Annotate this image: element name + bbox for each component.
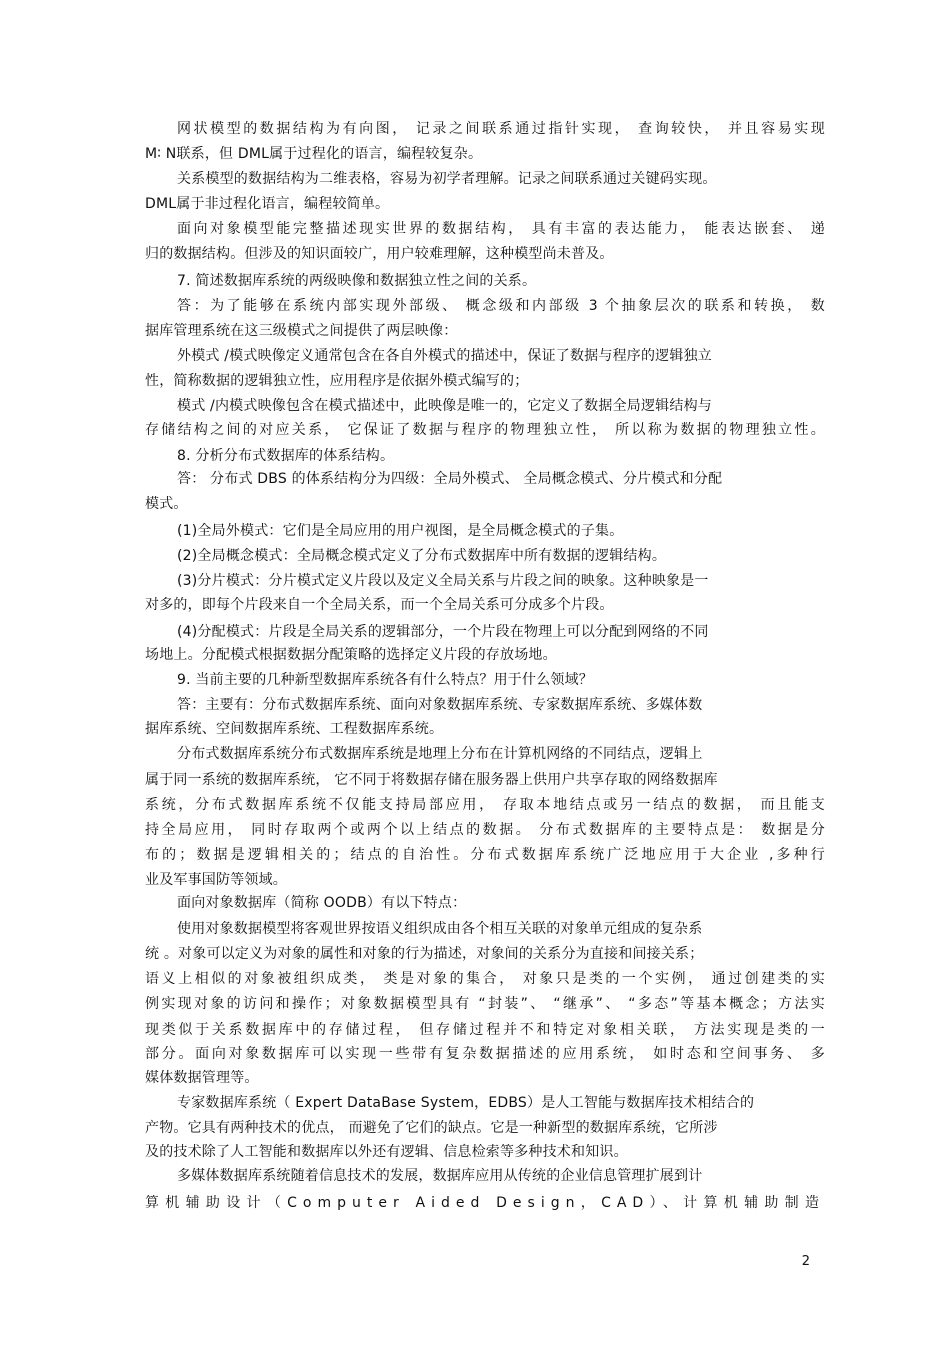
- text-line: 答：主要有：分布式数据库系统、面向对象数据库系统、专家数据库系统、多媒体数: [177, 697, 703, 713]
- text-line: 及的技术除了人工智能和数据库以外还有逻辑、信息检索等多种技术和知识。: [145, 1144, 628, 1160]
- question-heading: 7. 简述数据库系统的两级映像和数据独立性之间的关系。: [177, 273, 537, 289]
- text-line: 归的数据结构。但涉及的知识面较广，用户较难理解，这种模型尚未普及。: [145, 246, 614, 262]
- text-line: 专家数据库系统（ Expert DataBase System，EDBS）是人工智能与数据库技术相结合的: [177, 1095, 755, 1111]
- text-line: 据库管理系统在这三级模式之间提供了两层映像：: [145, 323, 458, 339]
- text-line: 例实现对象的访问和操作；对象数据模型具有 “封装”、 “继承”、 “多态”等基本概念；方法实: [145, 996, 825, 1012]
- text-line: 部分。面向对象数据库可以实现一些带有复杂数据描述的应用系统， 如时态和空间事务、 多: [145, 1046, 825, 1062]
- question-heading: 8. 分析分布式数据库的体系结构。: [177, 448, 395, 464]
- list-item: (3)分片模式：分片模式定义片段以及定义全局关系与片段之间的映象。这种映象是一: [177, 573, 709, 589]
- text-line: 模式 /内模式映像包含在模式描述中，此映像是唯一的，它定义了数据全局逻辑结构与: [177, 398, 712, 414]
- text-line: 面向对象数据库（简称 OODB）有以下特点：: [177, 895, 467, 911]
- text-line: 对多的，即每个片段来自一个全局关系，而一个全局关系可分成多个片段。: [145, 597, 614, 613]
- page-number: 2: [801, 1254, 810, 1269]
- text-line: 系统，分布式数据库系统不仅能支持局部应用， 存取本地结点或另一结点的数据， 而且能支: [145, 797, 825, 813]
- text-line: 多媒体数据库系统随着信息技术的发展，数据库应用从传统的企业信息管理扩展到计: [177, 1168, 703, 1184]
- list-item: (2)全局概念模式：全局概念模式定义了分布式数据库中所有数据的逻辑结构。: [177, 548, 667, 564]
- text-line: 算机辅助设计（Computer Aided Design，CAD）、计算机辅助制造: [145, 1195, 825, 1211]
- text-line: 面向对象模型能完整描述现实世界的数据结构， 具有丰富的表达能力， 能表达嵌套、 递: [177, 221, 825, 237]
- text-line: 场地上。分配模式根据数据分配策略的选择定义片段的存放场地。: [145, 647, 557, 663]
- text-line: 语义上相似的对象被组织成类， 类是对象的集合， 对象只是类的一个实例， 通过创建类的实: [145, 971, 825, 987]
- text-line: 模式。: [145, 496, 188, 512]
- text-line: 布的；数据是逻辑相关的；结点的自治性。分布式数据库系统广泛地应用于大企业 ,多种行: [145, 847, 825, 863]
- text-line: 分布式数据库系统分布式数据库系统是地理上分布在计算机网络的不同结点，逻辑上: [177, 746, 703, 762]
- question-heading: 9. 当前主要的几种新型数据库系统各有什么特点？用于什么领域？: [177, 672, 594, 688]
- text-line: 据库系统、空间数据库系统、工程数据库系统。: [145, 721, 444, 737]
- text-line: 答： 分布式 DBS 的体系结构分为四级：全局外模式、 全局概念模式、分片模式和分配: [177, 471, 723, 487]
- text-line: 持全局应用， 同时存取两个或两个以上结点的数据。 分布式数据库的主要特点是： 数据是分: [145, 822, 825, 838]
- text-line: 网状模型的数据结构为有向图， 记录之间联系通过指针实现， 查询较快， 并且容易实现: [177, 121, 825, 137]
- text-line: 统 。对象可以定义为对象的属性和对象的行为描述，对象间的关系分为直接和间接关系；: [145, 946, 704, 962]
- text-line: 性，简称数据的逻辑独立性，应用程序是依据外模式编写的；: [145, 373, 529, 389]
- text-line: 产物。它具有两种技术的优点， 而避免了它们的缺点。它是一种新型的数据库系统，它所涉: [145, 1120, 718, 1136]
- list-item: (1)全局外模式：它们是全局应用的用户视图，是全局概念模式的子集。: [177, 523, 624, 539]
- text-line: 业及军事国防等领域。: [145, 872, 287, 888]
- text-line: 答：为了能够在系统内部实现外部级、 概念级和内部级 3 个抽象层次的联系和转换， 数: [177, 298, 825, 314]
- text-line: 属于同一系统的数据库系统， 它不同于将数据存储在服务器上供用户共享存取的网络数据库: [145, 772, 718, 788]
- text-line: DML属于非过程化语言，编程较简单。: [145, 196, 390, 212]
- list-item: (4)分配模式：片段是全局关系的逻辑部分，一个片段在物理上可以分配到网络的不同: [177, 624, 709, 640]
- text-line: 外模式 /模式映像定义通常包含在各自外模式的描述中，保证了数据与程序的逻辑独立: [177, 348, 712, 364]
- text-line: 关系模型的数据结构为二维表格，容易为初学者理解。记录之间联系通过关键码实现。: [177, 171, 717, 187]
- text-line: M∶ N联系，但 DML属于过程化的语言，编程较复杂。: [145, 146, 483, 162]
- text-line: 存储结构之间的对应关系， 它保证了数据与程序的物理独立性， 所以称为数据的物理独立性。: [145, 422, 825, 438]
- text-line: 现类似于关系数据库中的存储过程， 但存储过程并不和特定对象相关联， 方法实现是类的一: [145, 1022, 825, 1038]
- text-line: 使用对象数据模型将客观世界按语义组织成由各个相互关联的对象单元组成的复杂系: [177, 921, 703, 937]
- text-line: 媒体数据管理等。: [145, 1070, 259, 1086]
